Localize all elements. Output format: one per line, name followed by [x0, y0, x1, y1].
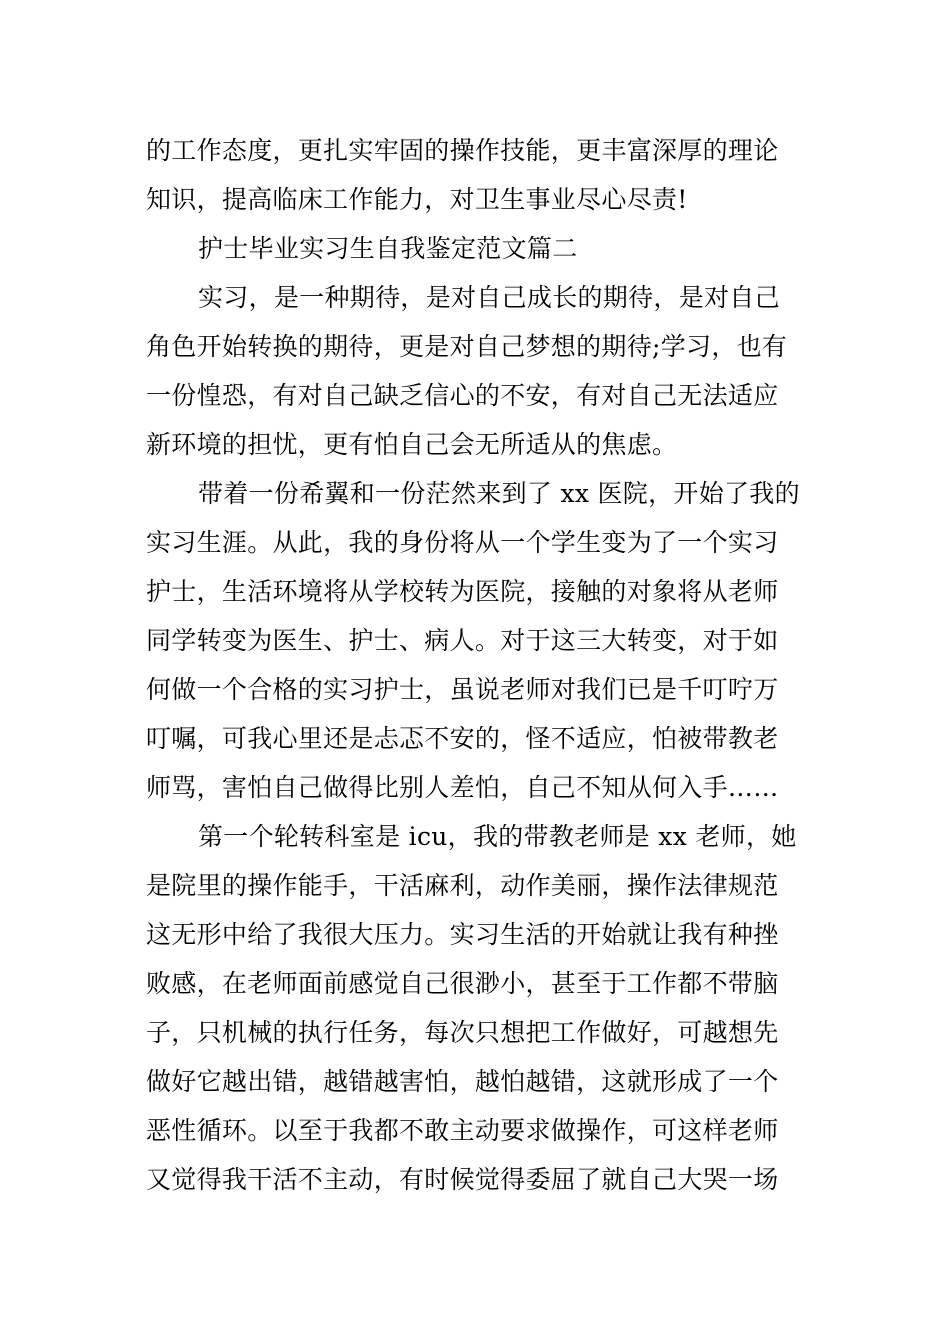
- text-line: 子，只机械的执行任务，每次只想把工作做好，可越想先: [146, 1018, 779, 1047]
- paragraph-start: 第一个轮转科室是 icu，我的带教老师是 xx 老师，她: [198, 822, 797, 851]
- text-line: 又觉得我干活不主动，有时候觉得委屈了就自己大哭一场: [146, 1165, 779, 1194]
- text-line: 师骂，害怕自己做得比别人差怕，自己不知从何入手……: [146, 773, 779, 802]
- text-line: 败感，在老师面前感觉自己很渺小，甚至于工作都不带脑: [146, 969, 779, 998]
- text-line: 叮嘱，可我心里还是忐忑不安的，怪不适应，怕被带教老: [146, 724, 779, 753]
- text-line: 角色开始转换的期待，更是对自己梦想的期待;学习，也有: [146, 332, 788, 361]
- text-line: 知识，提高临床工作能力，对卫生事业尽心尽责!: [146, 185, 688, 214]
- text-line: 做好它越出错，越错越害怕，越怕越错，这就形成了一个: [146, 1067, 779, 1096]
- section-heading: 护士毕业实习生自我鉴定范文篇二: [198, 234, 578, 263]
- text-line: 同学转变为医生、护士、病人。对于这三大转变，对于如: [146, 626, 779, 655]
- document-body: [146, 126, 810, 1204]
- text-line: 是院里的操作能手，干活麻利，动作美丽，操作法律规范: [146, 871, 779, 900]
- paragraph-start: 实习，是一种期待，是对自己成长的期待，是对自己: [198, 283, 780, 312]
- text-line: 何做一个合格的实习护士，虽说老师对我们已是千叮咛万: [146, 675, 779, 704]
- text-line: 护士，生活环境将从学校转为医院，接触的对象将从老师: [146, 577, 779, 606]
- paragraph-start: 带着一份希翼和一份茫然来到了 xx 医院，开始了我的: [198, 479, 800, 508]
- text-line: 恶性循环。以至于我都不敢主动要求做操作，可这样老师: [146, 1116, 779, 1145]
- text-line: 新环境的担忧，更有怕自己会无所适从的焦虑。: [146, 430, 678, 459]
- text-line: 的工作态度，更扎实牢固的操作技能，更丰富深厚的理论: [146, 136, 779, 165]
- text-line: 这无形中给了我很大压力。实习生活的开始就让我有种挫: [146, 920, 779, 949]
- text-line: 一份惶恐，有对自己缺乏信心的不安，有对自己无法适应: [146, 381, 779, 410]
- text-line: 实习生涯。从此，我的身份将从一个学生变为了一个实习: [146, 528, 779, 557]
